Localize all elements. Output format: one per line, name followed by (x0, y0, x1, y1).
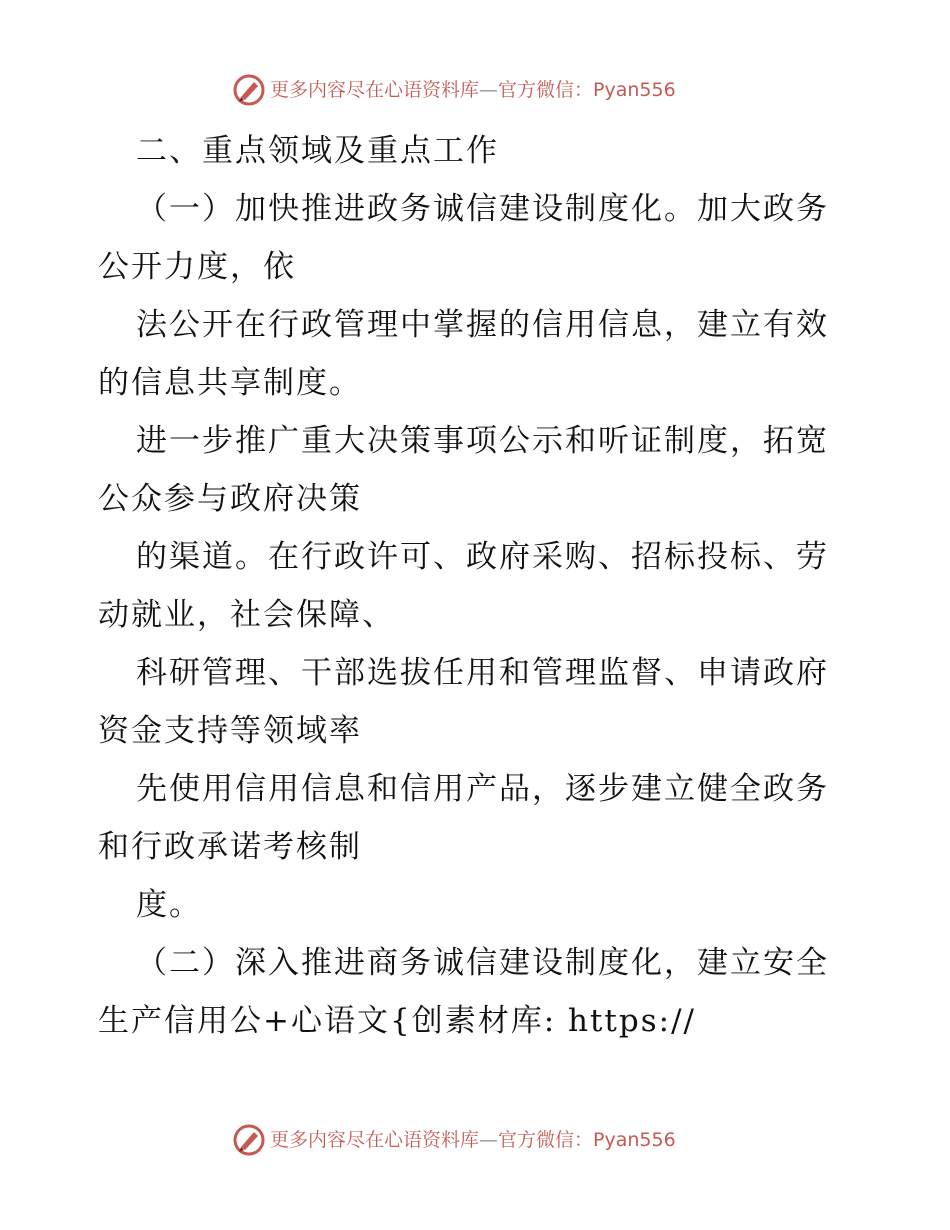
watermark-text (270, 1126, 676, 1154)
paragraph: 先使用信用信息和信用产品，逐步建立健全政务和行政承诺考核制 (98, 771, 829, 865)
watermark-footer (0, 1120, 950, 1160)
watermark-label: 官方微信： (498, 1129, 594, 1151)
paragraph: 进一步推广重大决策事项公示和听证制度，拓宽公众参与政府决策 (98, 423, 829, 517)
paragraph: 度。 (136, 887, 202, 923)
watermark-wechat-id: Pyan556 (593, 1129, 676, 1151)
section-heading: 二、重点领域及重点工作 (136, 133, 499, 169)
paragraph: 科研管理、干部选拔任用和管理监督、申请政府资金支持等领域率 (98, 655, 829, 749)
pen-logo-icon (232, 73, 266, 107)
watermark-prefix: 更多内容尽在心语资料库 (270, 79, 480, 101)
watermark-separator: — (479, 79, 499, 101)
paragraph: 的渠道。在行政许可、政府采购、招标投标、劳动就业，社会保障、 (98, 539, 829, 633)
paragraph: （二）深入推进商务诚信建设制度化，建立安全生产信用公+心语文{创素材库: https:// (98, 945, 829, 1039)
document-body (98, 122, 858, 1050)
watermark-separator: — (479, 1129, 499, 1151)
paragraph: （一）加快推进政务诚信建设制度化。加大政务公开力度，依 (98, 191, 829, 285)
watermark-label: 官方微信： (498, 79, 594, 101)
paragraph: 法公开在行政管理中掌握的信用信息，建立有效的信息共享制度。 (98, 307, 829, 401)
watermark-header (0, 70, 950, 110)
pen-logo-icon (232, 1123, 266, 1157)
watermark-text (270, 76, 676, 104)
watermark-prefix: 更多内容尽在心语资料库 (270, 1129, 480, 1151)
watermark-wechat-id: Pyan556 (593, 79, 676, 101)
